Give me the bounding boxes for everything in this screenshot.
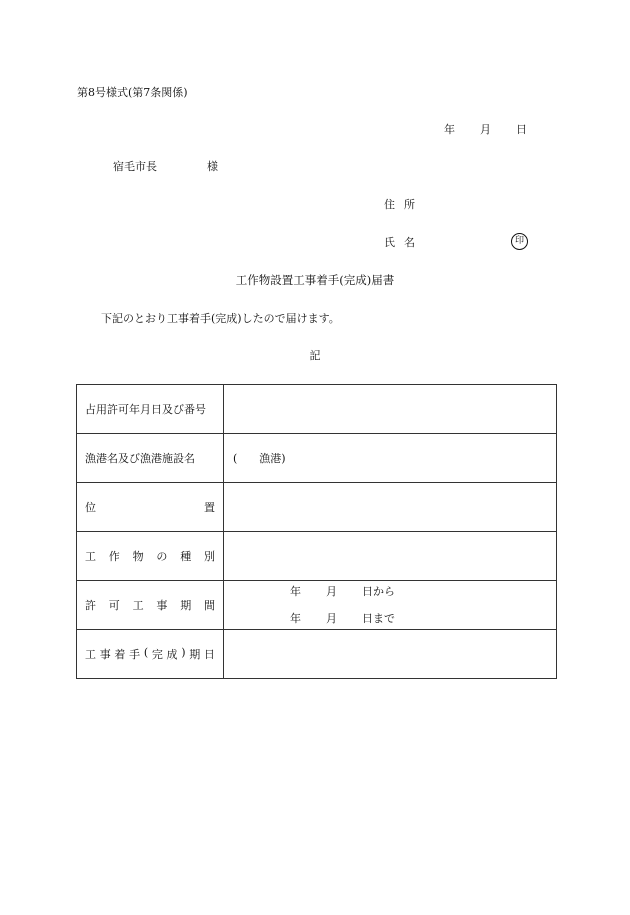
period-from: 年 月 日から	[290, 585, 395, 598]
mayor-title: 宿毛市長	[113, 160, 157, 173]
period-value	[224, 581, 557, 630]
table-row	[77, 483, 557, 532]
table-row	[77, 385, 557, 434]
table-row	[77, 434, 557, 483]
permit-label: 占用許可年月日及び番号	[77, 385, 224, 434]
table-row	[77, 581, 557, 630]
start-date-label: 工 事 着 手 ( 完 成 ) 期 日	[77, 630, 224, 679]
address-label: 住所	[384, 198, 424, 211]
form-number: 第8号様式(第7条関係)	[77, 86, 188, 99]
period-to: 年 月 日まで	[290, 612, 395, 625]
date-day-label: 日	[516, 123, 527, 136]
table-row	[77, 532, 557, 581]
intro-text: 下記のとおり工事着手(完成)したので届けます。	[101, 312, 340, 325]
date-year-label: 年	[444, 123, 455, 136]
location-label: 位 置	[77, 483, 224, 532]
structure-label: 工 作 物 の 種 別	[77, 532, 224, 581]
structure-value	[224, 532, 557, 581]
table-row	[77, 630, 557, 679]
ki-heading: 記	[309, 349, 321, 362]
seal-mark: 印	[511, 233, 528, 250]
location-value	[224, 483, 557, 532]
honorific: 様	[207, 160, 218, 173]
name-label: 氏名	[384, 236, 424, 249]
harbor-label: 漁港名及び漁港施設名	[77, 434, 224, 483]
start-date-value	[224, 630, 557, 679]
form-table	[76, 384, 557, 679]
permit-value	[224, 385, 557, 434]
addressee	[113, 161, 218, 172]
date-month-label: 月	[480, 123, 491, 136]
date-line	[444, 124, 527, 135]
harbor-value: ( 漁港)	[224, 434, 557, 483]
period-label: 許 可 工 事 期 間	[77, 581, 224, 630]
document-title: 工作物設置工事着手(完成)届書	[235, 273, 395, 287]
